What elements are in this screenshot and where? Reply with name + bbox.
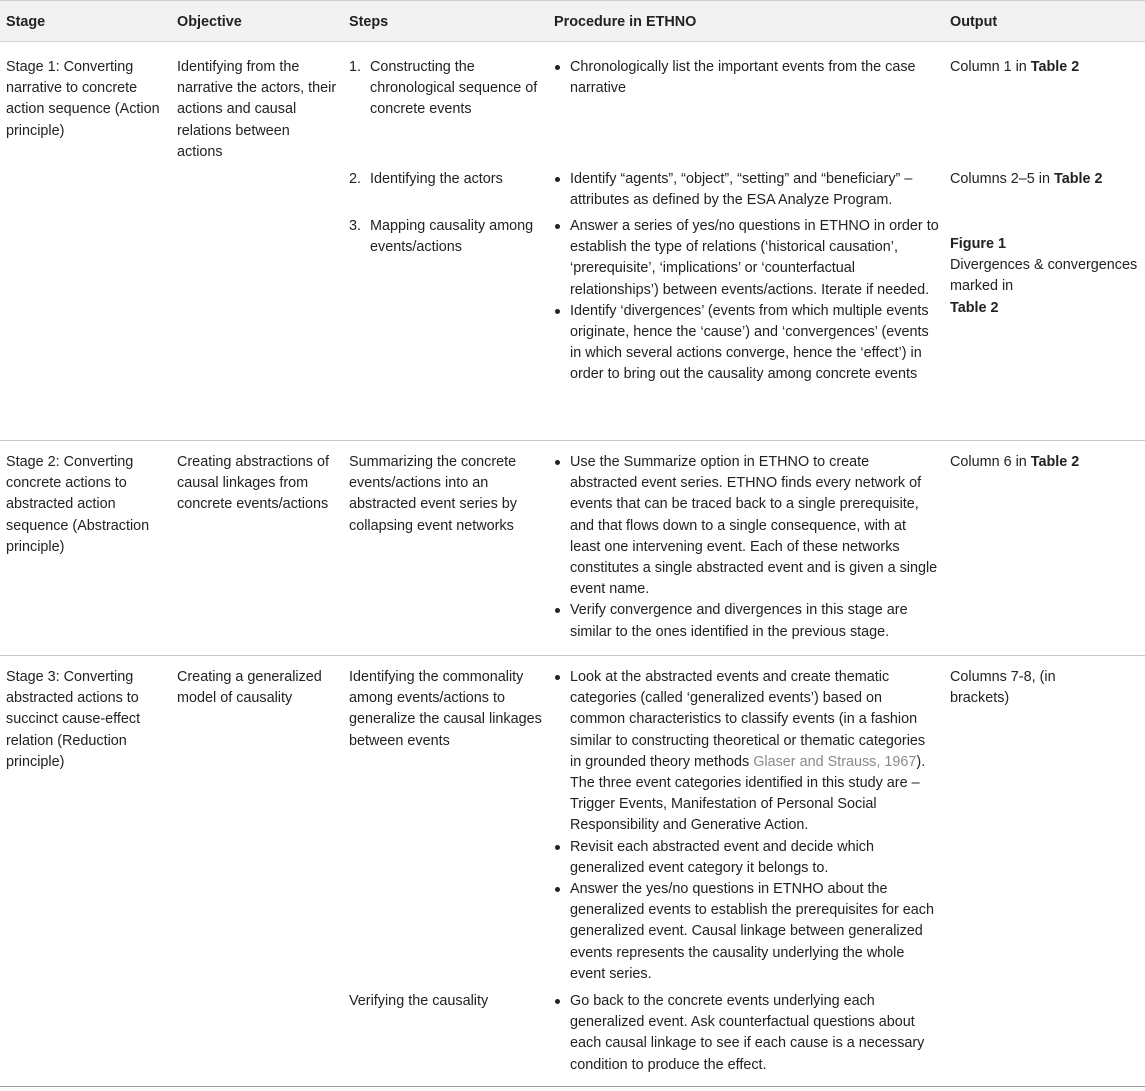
step-number: 3. — [349, 218, 362, 234]
list-item: Go back to the concrete events underlying each generalized event. Ask counterfactual questions about each causal linkage to see if each cause is a necessary condition to produce the effect. — [555, 991, 940, 1076]
stage3-procedure-2 — [555, 991, 940, 1076]
procedure-text: Look at the abstracted events and create thematic categories (called ‘generalized events’) based on common characteristics to classify events (in a fashion similar to constructing theoretical or thematic categories in grounded theory methods — [570, 669, 926, 770]
stage3-step-1: Identifying the commonality among events/actions to generalize the causal linkages between events — [349, 669, 542, 749]
list-item — [555, 667, 940, 837]
stage3-objective: Creating a generalized model of causality — [177, 669, 322, 707]
stage1-procedure-3 — [555, 216, 940, 386]
header-objective: Objective — [177, 14, 242, 30]
stage2-output — [950, 452, 1140, 473]
table-header-row — [0, 0, 1145, 42]
stage3-stage: Stage 3: Converting abstracted actions to succinct cause-effect relation (Reduction principle) — [6, 669, 141, 770]
header-stage: Stage — [6, 14, 46, 30]
list-item: Use the Summarize option in ETHNO to create abstracted event series. ETHNO finds every network of events that can be traced back to a single prerequisite, and that flows down to a single consequence, with at least one intervening event. Each of these networks constitutes a single abstracted event and is given a single event name. — [555, 452, 940, 600]
stage3-output: Columns 7-8, (in brackets) — [950, 669, 1056, 707]
table-ref: Table 2 — [1030, 59, 1080, 75]
step-text: Mapping causality among events/actions — [370, 218, 534, 256]
stage2-stage: Stage 2: Converting concrete actions to abstracted action sequence (Abstraction principle) — [6, 454, 150, 555]
list-item: Answer a series of yes/no questions in ETHNO in order to establish the type of relations (‘historical causation’, ‘prerequisite’, ‘implications’ or ‘counterfactual relationships’) between events/actions. Iterate if needed. — [555, 216, 940, 301]
output-text: Column 6 in — [950, 454, 1031, 470]
header-procedure: Procedure in ETHNO — [554, 14, 697, 30]
stage1-output-3 — [950, 234, 1140, 319]
row-divider — [0, 440, 1145, 441]
stage1-procedure-1 — [555, 57, 940, 99]
step-number: 1. — [349, 59, 362, 75]
step-number: 2. — [349, 171, 362, 187]
table-ref: Table 2 — [1030, 454, 1080, 470]
citation-link[interactable]: Glaser and Strauss, 1967 — [753, 753, 917, 770]
step-text: Constructing the chronological sequence of concrete events — [370, 59, 538, 118]
stage3-step-2: Verifying the causality — [349, 993, 489, 1009]
stage1-output-1 — [950, 57, 1140, 78]
output-text: Columns 2–5 in — [950, 171, 1054, 187]
list-item: Identify ‘divergences’ (events from which multiple events originate, hence the ‘cause’) and ‘convergences’ (events in which several actions converge, hence the ‘effect’) in order to bring out the causality among concrete events — [555, 301, 940, 386]
table-ref: Table 2 — [1054, 171, 1103, 187]
header-output: Output — [950, 14, 998, 30]
stage3-procedure-1 — [555, 667, 940, 985]
stage2-step: Summarizing the concrete events/actions into an abstracted event series by collapsing event networks — [349, 454, 517, 534]
list-item: Verify convergence and divergences in this stage are similar to the ones identified in the previous stage. — [555, 600, 940, 642]
procedure-text: ). The three event categories identified in this study are – Trigger Events, Manifestation of Personal Social Responsibility and Generative Action. — [570, 753, 926, 834]
output-text: Column 1 in — [950, 59, 1031, 75]
table-ref: Table 2 — [950, 299, 999, 316]
list-item: Revisit each abstracted event and decide which generalized event category it belongs to. — [555, 837, 940, 879]
stage1-objective: Identifying from the narrative the actors, their actions and causal relations between actions — [177, 59, 337, 160]
list-item: Chronologically list the important events from the case narrative — [555, 57, 940, 99]
list-item: Answer the yes/no questions in ETNHO about the generalized events to establish the prerequisites for each generalized event. Causal linkage between generalized events represents the causality underlying the whole event series. — [555, 879, 940, 985]
stage1-procedure-2 — [555, 169, 940, 211]
list-item: Identify “agents”, “object”, “setting” and “beneficiary” – attributes as defined by the ESA Analyze Program. — [555, 169, 940, 211]
step-text: Identifying the actors — [370, 171, 503, 187]
figure-ref: Figure 1 — [950, 236, 1006, 252]
stage2-procedure — [555, 452, 940, 643]
stage1-stage: Stage 1: Converting narrative to concrete action sequence (Action principle) — [6, 59, 160, 139]
table-bottom-rule — [0, 1086, 1145, 1087]
stage1-output-2 — [950, 169, 1140, 190]
stage2-objective: Creating abstractions of causal linkages from concrete events/actions — [177, 454, 329, 513]
output-text: Divergences & convergences marked in — [950, 257, 1138, 295]
header-steps: Steps — [349, 14, 389, 30]
row-divider — [0, 655, 1145, 656]
